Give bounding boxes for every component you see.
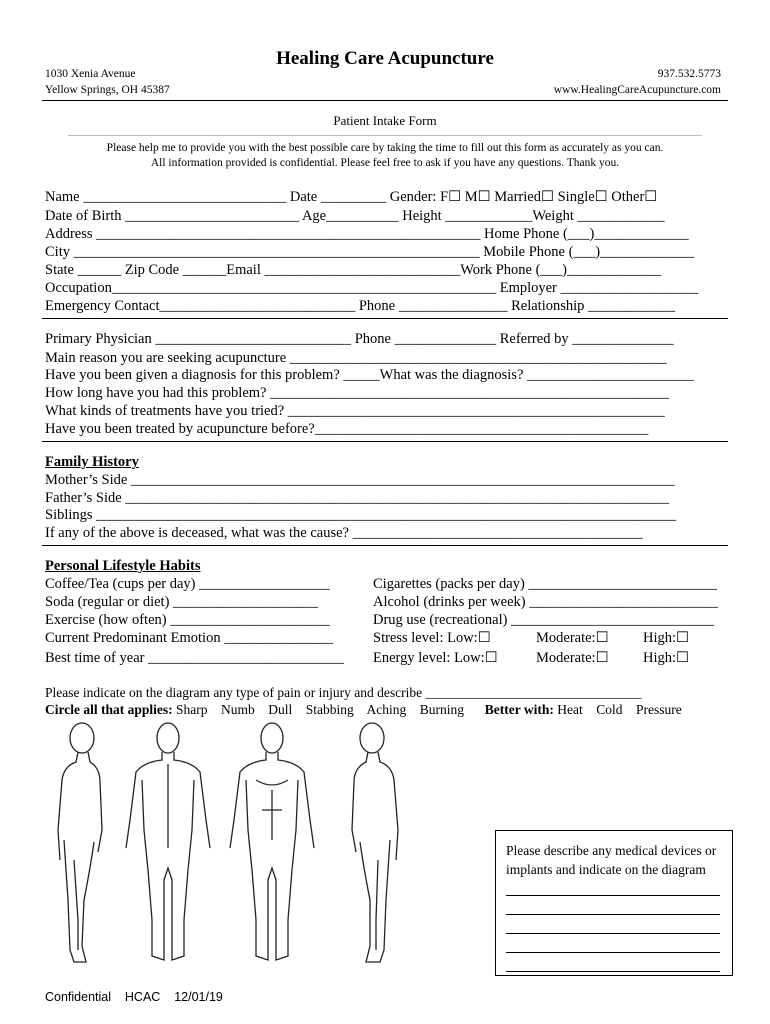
primary-physician-row[interactable]: Primary Physician ___________________________ Phone ______________ Referred by ______________ [45, 331, 674, 347]
family-history-heading: Family History [45, 454, 139, 470]
occupation-employer-row[interactable]: Occupation_____________________________________________________ Employer ___________________ [45, 280, 699, 296]
energy-low-checkbox[interactable]: Energy level: Low:☐ [373, 650, 498, 666]
body-front-diagram[interactable] [222, 720, 322, 970]
coffee-tea-field[interactable]: Coffee/Tea (cups per day) __________________ [45, 576, 330, 592]
mothers-side-row[interactable]: Mother’s Side ___________________________________________________________________________ [45, 472, 675, 488]
stress-moderate-checkbox[interactable]: Moderate:☐ [536, 630, 609, 646]
city-mobile-phone-row[interactable]: City ________________________________________________________ Mobile Phone (___)_____________ [45, 244, 695, 260]
exercise-field[interactable]: Exercise (how often) ______________________ [45, 612, 330, 628]
body-back-diagram[interactable] [118, 720, 218, 970]
state-zip-email-row[interactable]: State ______ Zip Code ______Email ___________________________Work Phone (___)_____________ [45, 262, 662, 278]
section-divider-1 [42, 318, 728, 319]
circle-all-label: Circle all that applies: [45, 702, 173, 717]
address-home-phone-row[interactable]: Address _____________________________________________________ Home Phone (___)_____________ [45, 226, 689, 242]
name-date-gender-row[interactable]: Name ____________________________ Date _________ Gender: F☐ M☐ Married☐ Single☐ Other☐ [45, 189, 658, 205]
section-divider-3 [42, 545, 728, 546]
intro-line-2: All information provided is confidential. Please feel free to ask if you have any questions. Thank you. [150, 157, 620, 169]
body-side-left-diagram[interactable] [44, 720, 124, 970]
better-with-label: Better with: [484, 702, 554, 717]
medical-devices-prompt: Please describe any medical devices or implants and indicate on the diagram [506, 843, 717, 877]
medical-devices-box[interactable] [495, 830, 733, 976]
pain-type-options[interactable]: Sharp Numb Dull Stabbing Aching Burning [176, 702, 464, 717]
lifestyle-heading: Personal Lifestyle Habits [45, 558, 201, 574]
diagnosis-row[interactable]: Have you been given a diagnosis for this problem? _____What was the diagnosis? _______________________ [45, 367, 694, 383]
best-time-of-year-field[interactable]: Best time of year ___________________________ [45, 650, 344, 666]
clinic-phone: 937.532.5773 [657, 68, 721, 80]
alcohol-field[interactable]: Alcohol (drinks per week) __________________________ [373, 594, 718, 610]
cigarettes-field[interactable]: Cigarettes (packs per day) __________________________ [373, 576, 717, 592]
stress-low-checkbox[interactable]: Stress level: Low:☐ [373, 630, 491, 646]
stress-high-checkbox[interactable]: High:☐ [643, 630, 690, 646]
clinic-website: www.HealingCareAcupuncture.com [553, 84, 721, 96]
siblings-row[interactable]: Siblings ________________________________________________________________________________ [45, 507, 677, 523]
energy-moderate-checkbox[interactable]: Moderate:☐ [536, 650, 609, 666]
energy-high-checkbox[interactable]: High:☐ [643, 650, 690, 666]
footer-text: Confidential HCAC 12/01/19 [45, 990, 223, 1004]
form-title: Patient Intake Form [333, 113, 437, 128]
treatments-tried-row[interactable]: What kinds of treatments have you tried? ____________________________________________________ [45, 403, 665, 419]
pain-describe-row[interactable]: Please indicate on the diagram any type of pain or injury and describe ________________________________ [45, 685, 642, 700]
deceased-cause-row[interactable]: If any of the above is deceased, what was the cause? ________________________________________ [45, 525, 643, 541]
drug-use-field[interactable]: Drug use (recreational) ____________________________ [373, 612, 715, 628]
soda-field[interactable]: Soda (regular or diet) ____________________ [45, 594, 319, 610]
prior-acupuncture-row[interactable]: Have you been treated by acupuncture before?______________________________________________ [45, 421, 649, 437]
main-reason-row[interactable]: Main reason you are seeking acupuncture ____________________________________________________ [45, 350, 667, 366]
body-side-right-diagram[interactable] [332, 720, 412, 970]
address-line-2: Yellow Springs, OH 45387 [45, 84, 170, 96]
problem-duration-row[interactable]: How long have you had this problem? _______________________________________________________ [45, 385, 669, 401]
page-title: Healing Care Acupuncture [276, 48, 494, 69]
emotion-field[interactable]: Current Predominant Emotion _______________ [45, 630, 333, 646]
better-with-options[interactable]: Heat Cold Pressure [557, 702, 682, 717]
header-divider [42, 100, 728, 101]
dob-age-height-weight-row[interactable]: Date of Birth ________________________ Age__________ Height ____________Weight ____________ [45, 208, 665, 224]
medical-devices-lines[interactable] [506, 877, 720, 972]
emergency-contact-row[interactable]: Emergency Contact___________________________ Phone _______________ Relationship ____________ [45, 298, 676, 314]
fathers-side-row[interactable]: Father’s Side ___________________________________________________________________________ [45, 490, 670, 506]
intro-line-1: Please help me to provide you with the best possible care by taking the time to fill out this form as accurately as you can. [106, 142, 664, 154]
address-line-1: 1030 Xenia Avenue [45, 68, 136, 80]
pain-types-row [45, 702, 682, 718]
section-divider-2 [42, 441, 728, 442]
title-divider [68, 135, 702, 136]
